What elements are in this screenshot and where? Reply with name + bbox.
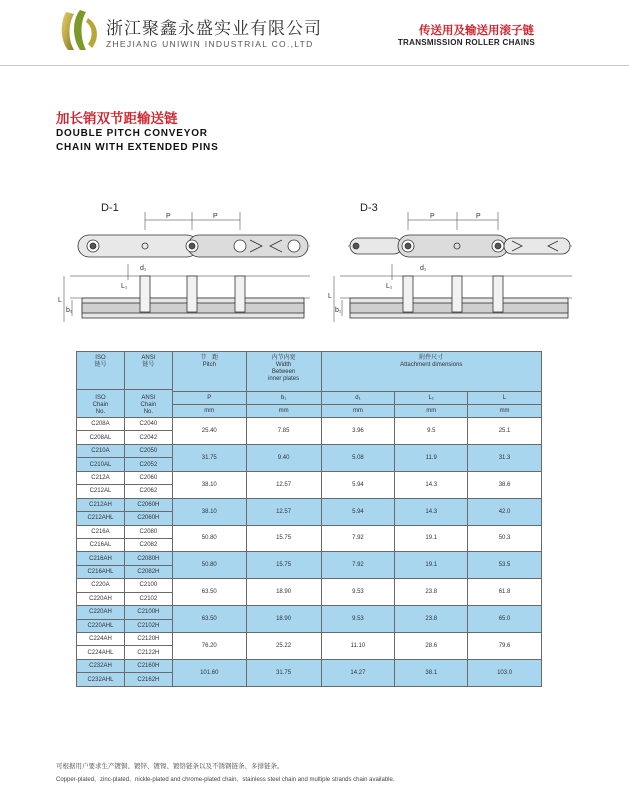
value-l: 31.3	[468, 444, 542, 471]
d1-pitch-label-1: P	[166, 213, 171, 220]
d3-side-view	[334, 264, 572, 322]
diagram-d1-label: D-1	[101, 202, 119, 214]
table-row	[77, 659, 542, 672]
table-row	[77, 579, 542, 592]
d1-l-label: L	[58, 297, 62, 304]
iso-chain-no: C224AHL	[77, 646, 125, 659]
iso-chain-no: C216AH	[77, 552, 125, 565]
value-l1: 28.6	[395, 633, 468, 660]
chain-diagrams	[0, 190, 629, 340]
product-category-cn: 传送用及输送用滚子链	[419, 23, 534, 37]
value-l: 65.0	[468, 606, 542, 633]
value-b1: 18.90	[246, 606, 321, 633]
value-l1: 23.8	[395, 606, 468, 633]
value-d1: 11.10	[321, 633, 395, 660]
iso-chain-no: C220AHL	[77, 619, 125, 632]
ansi-chain-no: C2080	[124, 525, 172, 538]
value-l: 53.5	[468, 552, 542, 579]
value-l1: 19.1	[395, 552, 468, 579]
ansi-chain-no: C2102H	[124, 619, 172, 632]
value-b1: 18.90	[246, 579, 321, 606]
value-p: 63.50	[172, 606, 246, 633]
unit-b1: mm	[246, 405, 321, 418]
d3-l1-label: L₁	[386, 283, 393, 290]
value-d1: 14.27	[321, 659, 395, 686]
iso-chain-no: C212AHL	[77, 512, 125, 525]
header-iso-cn: ISO 链号	[77, 352, 125, 390]
d3-top-view	[348, 212, 572, 257]
sym-l: L	[468, 392, 542, 405]
unit-p: mm	[172, 405, 246, 418]
value-p: 63.50	[172, 579, 246, 606]
d3-pitch-label-1: P	[430, 213, 435, 220]
ansi-chain-no: C2042	[124, 431, 172, 444]
iso-chain-no: C210AL	[77, 458, 125, 471]
table-row	[77, 498, 542, 511]
value-l1: 38.1	[395, 659, 468, 686]
table-row	[77, 444, 542, 457]
sym-b1: b₁	[246, 392, 321, 405]
value-p: 50.80	[172, 552, 246, 579]
page-header	[0, 0, 629, 66]
d3-d1-label: d₁	[420, 265, 427, 272]
unit-d1: mm	[321, 405, 395, 418]
d3-l-label: L	[328, 293, 332, 300]
iso-chain-no: C210A	[77, 444, 125, 457]
value-p: 76.20	[172, 633, 246, 660]
value-d1: 7.92	[321, 552, 395, 579]
value-l: 79.6	[468, 633, 542, 660]
d1-top-view	[78, 212, 310, 257]
iso-chain-no: C212AL	[77, 485, 125, 498]
value-l: 50.3	[468, 525, 542, 552]
ansi-chain-no: C2060	[124, 471, 172, 484]
ansi-chain-no: C2060H	[124, 498, 172, 511]
iso-chain-no: C220AH	[77, 592, 125, 605]
header-ansi-en: ANSI Chain No.	[124, 390, 172, 418]
ansi-chain-no: C2060H	[124, 512, 172, 525]
value-b1: 15.75	[246, 552, 321, 579]
value-d1: 9.53	[321, 579, 395, 606]
value-d1: 5.94	[321, 471, 395, 498]
value-l1: 23.8	[395, 579, 468, 606]
value-b1: 31.75	[246, 659, 321, 686]
ansi-chain-no: C2100H	[124, 606, 172, 619]
sym-d1: d₁	[321, 392, 395, 405]
d1-pitch-label-2: P	[213, 213, 218, 220]
iso-chain-no: C232AHL	[77, 673, 125, 686]
value-b1: 9.40	[246, 444, 321, 471]
ansi-chain-no: C2100	[124, 579, 172, 592]
value-d1: 3.96	[321, 418, 395, 445]
ansi-chain-no: C2122H	[124, 646, 172, 659]
ansi-chain-no: C2160H	[124, 659, 172, 672]
value-p: 38.10	[172, 471, 246, 498]
iso-chain-no: C208A	[77, 418, 125, 431]
sym-l1: L₁	[395, 392, 468, 405]
d1-side-view	[64, 264, 310, 322]
value-d1: 7.92	[321, 525, 395, 552]
product-category-en: TRANSMISSION ROLLER CHAINS	[397, 38, 535, 47]
value-l1: 14.3	[395, 498, 468, 525]
value-b1: 25.22	[246, 633, 321, 660]
value-p: 38.10	[172, 498, 246, 525]
value-l: 42.0	[468, 498, 542, 525]
table-row	[77, 418, 542, 431]
value-l1: 11.9	[395, 444, 468, 471]
page-title-cn: 加长销双节距输送链	[56, 111, 178, 127]
table-row	[77, 471, 542, 484]
value-b1: 12.57	[246, 498, 321, 525]
iso-chain-no: C212AH	[77, 498, 125, 511]
company-logo-icon	[58, 8, 102, 54]
iso-chain-no: C220AH	[77, 606, 125, 619]
header-iso-en: ISO Chain No.	[77, 390, 125, 418]
company-name-cn: 浙江聚鑫永盛实业有限公司	[106, 19, 322, 39]
value-l: 103.0	[468, 659, 542, 686]
value-d1: 5.08	[321, 444, 395, 471]
iso-chain-no: C216A	[77, 525, 125, 538]
ansi-chain-no: C2162H	[124, 673, 172, 686]
table-row	[77, 552, 542, 565]
unit-l: mm	[468, 405, 542, 418]
sym-p: P	[172, 392, 246, 405]
value-b1: 15.75	[246, 525, 321, 552]
value-l1: 14.3	[395, 471, 468, 498]
value-d1: 9.53	[321, 606, 395, 633]
value-l1: 9.5	[395, 418, 468, 445]
value-p: 50.80	[172, 525, 246, 552]
iso-chain-no: C232AH	[77, 659, 125, 672]
iso-chain-no: C216AL	[77, 538, 125, 551]
table-row	[77, 606, 542, 619]
ansi-chain-no: C2050	[124, 444, 172, 457]
ansi-chain-no: C2120H	[124, 633, 172, 646]
value-p: 101.60	[172, 659, 246, 686]
value-p: 31.75	[172, 444, 246, 471]
header-ansi-cn: ANSI 链号	[124, 352, 172, 390]
ansi-chain-no: C2082	[124, 538, 172, 551]
table-row	[77, 633, 542, 646]
title-en-line2: CHAIN WITH EXTENDED PINS	[56, 142, 219, 153]
ansi-chain-no: C2080H	[124, 552, 172, 565]
iso-chain-no: C208AL	[77, 431, 125, 444]
company-name-en: ZHEJIANG UNIWIN INDUSTRIAL CO.,LTD	[106, 39, 314, 49]
value-l: 25.1	[468, 418, 542, 445]
footnote-en: Copper-plated、zinc-plated、nickle-plated and chrome-plated chain、stainless steel chain and multiple strands chain available.	[56, 777, 395, 783]
iso-chain-no: C220A	[77, 579, 125, 592]
value-l: 61.8	[468, 579, 542, 606]
value-l: 38.6	[468, 471, 542, 498]
header-pitch: 节 距 Pitch	[172, 352, 246, 392]
header-width: 内节内宽 Width Between inner plates	[246, 352, 321, 392]
value-d1: 5.94	[321, 498, 395, 525]
iso-chain-no: C224AH	[77, 633, 125, 646]
title-en-line1: DOUBLE PITCH CONVEYOR	[56, 128, 208, 139]
ansi-chain-no: C2040	[124, 418, 172, 431]
value-b1: 7.85	[246, 418, 321, 445]
d1-d1-label: d₁	[140, 265, 147, 272]
unit-l1: mm	[395, 405, 468, 418]
page-title-en	[56, 127, 219, 155]
diagram-d3-label: D-3	[360, 202, 378, 214]
ansi-chain-no: C2062	[124, 485, 172, 498]
iso-chain-no: C216AHL	[77, 565, 125, 578]
value-b1: 12.57	[246, 471, 321, 498]
footnote-cn: 可根据用户要求生产镀铜、镀锌、镀镍、镀铬链条以及不锈钢链条、多排链条。	[56, 762, 284, 770]
d1-l1-label: L₁	[121, 283, 128, 290]
ansi-chain-no: C2052	[124, 458, 172, 471]
header-attachment: 附件尺寸 Attachment dimensions	[321, 352, 541, 392]
spec-table	[76, 351, 542, 687]
value-l1: 19.1	[395, 525, 468, 552]
spec-table-body	[77, 418, 542, 687]
d3-b1-label: b₁	[335, 307, 342, 314]
table-row	[77, 525, 542, 538]
d3-pitch-label-2: P	[476, 213, 481, 220]
ansi-chain-no: C2102	[124, 592, 172, 605]
value-p: 25.40	[172, 418, 246, 445]
iso-chain-no: C212A	[77, 471, 125, 484]
ansi-chain-no: C2082H	[124, 565, 172, 578]
d1-b1-label: b₁	[66, 307, 73, 314]
